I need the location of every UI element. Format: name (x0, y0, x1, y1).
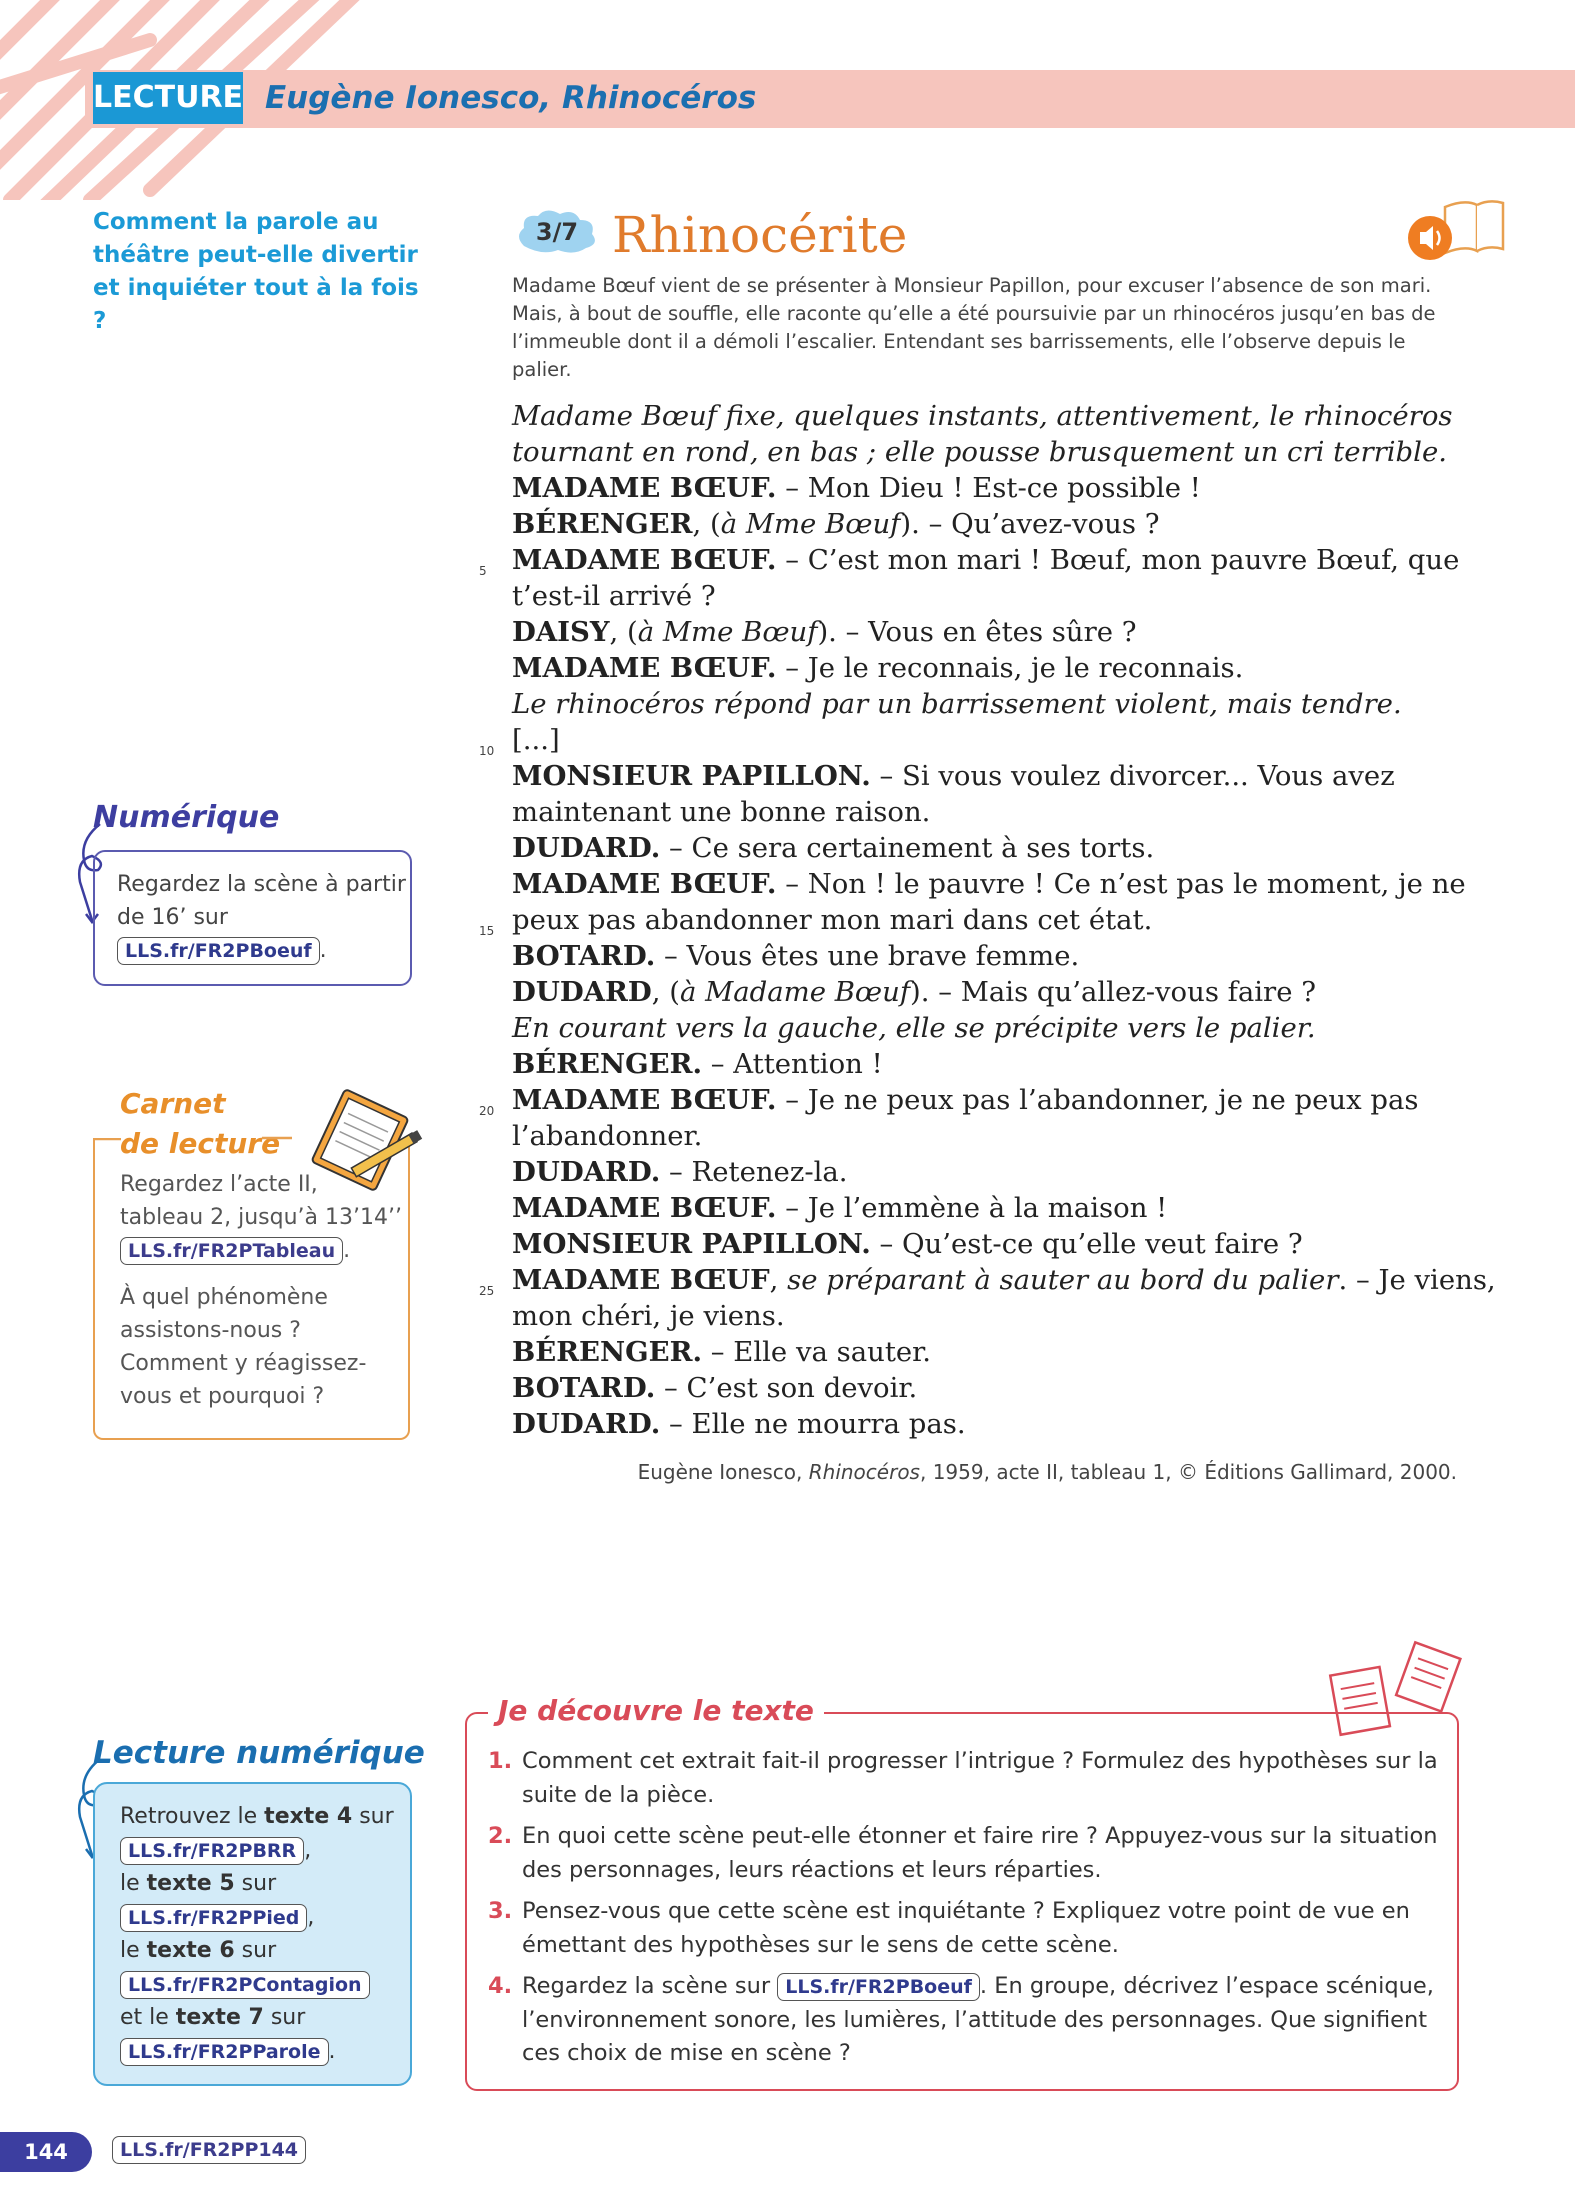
line-text: – Elle ne mourra pas. (660, 1408, 966, 1440)
speaker-name: DUDARD (512, 976, 652, 1008)
header-title: Eugène Ionesco, Rhinocéros (265, 80, 757, 116)
play-line (512, 1226, 1512, 1262)
play-line (512, 578, 1512, 614)
speaker-name: MONSIEUR PAPILLON. (512, 760, 871, 792)
play-line (479, 542, 1512, 578)
play-line (512, 1190, 1512, 1226)
play-line (512, 614, 1512, 650)
line-text: – Mon Dieu ! Est-ce possible ! (776, 472, 1201, 504)
line-text: – Si vous voulez divorcer... Vous avez (870, 760, 1395, 792)
speaker-name: BÉRENGER (512, 508, 693, 540)
play-line (512, 398, 1512, 434)
carnet-title: Carnet de lecture (120, 1087, 281, 1160)
line-text: mon chéri, je viens. (512, 1300, 785, 1332)
link-fr2pbrr[interactable]: LLS.fr/FR2PBRR (120, 1837, 304, 1865)
link-fr2pcontagion[interactable]: LLS.fr/FR2PContagion (120, 1971, 370, 1999)
speaker-name: DUDARD. (512, 1156, 661, 1188)
line-text: ). – Qu’avez-vous ? (900, 508, 1160, 540)
speaker-name: MADAME BŒUF (512, 1264, 770, 1296)
carnet-rule-left (93, 1138, 121, 1144)
footer-link[interactable] (112, 2134, 306, 2164)
stage-direction: En courant vers la gauche, elle se précipite vers le palier. (512, 1012, 1316, 1044)
line-text: ). – Vous en êtes sûre ? (817, 616, 1137, 648)
line-number: 15 (479, 924, 495, 938)
play-line (512, 1118, 1512, 1154)
play-line (512, 434, 1512, 470)
speaker-name: MONSIEUR PAPILLON. (512, 1228, 871, 1260)
speaker-name: MADAME BŒUF. (512, 544, 777, 576)
line-text: , ( (651, 976, 680, 1008)
speaker-name: MADAME BŒUF. (512, 652, 777, 684)
speaker-name: BÉRENGER. (512, 1048, 703, 1080)
line-number: 20 (479, 1104, 495, 1118)
speaker-name: MADAME BŒUF. (512, 1192, 777, 1224)
line-text: – Je l’emmène à la maison ! (776, 1192, 1168, 1224)
stage-direction: se préparant à sauter au bord du palier (787, 1264, 1339, 1296)
line-text: ). – Mais qu’allez-vous faire ? (910, 976, 1316, 1008)
text-title: Rhinocérite (612, 206, 908, 264)
line-text: peux pas abandonner mon mari dans cet état. (512, 904, 1153, 936)
line-text: – Non ! le pauvre ! Ce n’est pas le moment, je ne (776, 868, 1466, 900)
line-text: – C’est son devoir. (655, 1372, 918, 1404)
play-line (512, 794, 1512, 830)
play-extract (479, 398, 1512, 1442)
carnet-text: Regardez l’acte II, tableau 2, jusqu’à 13’14’’ LLS.fr/FR2PTableau . À quel phénomène assistons-nous ? Comment y réagissez-vous et pourquoi ? (120, 1172, 402, 1409)
line-text: [...] (512, 724, 560, 756)
line-number: 25 (479, 1284, 495, 1298)
play-line (512, 1334, 1512, 1370)
line-text: – Je ne peux pas l’abandonner, je ne peux pas (776, 1084, 1419, 1116)
stage-direction: Le rhinocéros répond par un barrissement violent, mais tendre. (512, 688, 1402, 720)
audio-book-icon[interactable] (1405, 195, 1505, 265)
play-line (512, 1154, 1512, 1190)
numerique-text: Regardez la scène à partir de 16’ sur LLS.fr/FR2PBoeuf . (117, 872, 406, 963)
play-line (512, 1298, 1512, 1334)
lecture-numerique-text: Retrouvez le texte 4 sur LLS.fr/FR2PBRR , le texte 5 sur LLS.fr/FR2PPied , le texte 6 sur LLS.fr/FR2PContagion et le texte 7 sur LLS.fr/FR2PParole . (120, 1804, 394, 2064)
line-text: , (769, 1264, 788, 1296)
play-line (512, 1370, 1512, 1406)
stage-direction: à Mme Bœuf (637, 616, 818, 648)
play-line (512, 866, 1512, 902)
speaker-name: BÉRENGER. (512, 1336, 703, 1368)
line-text: – C’est mon mari ! Bœuf, mon pauvre Bœuf, que (776, 544, 1460, 576)
line-number: 10 (479, 744, 495, 758)
play-line (512, 830, 1512, 866)
question-item: 4. Regardez la scène sur LLS.fr/FR2PBoeuf . En groupe, décrivez l’espace scénique, l’environnement sonore, les lumières, l’attitude des personnages. Que signifient ces choix de mise en scène ? (488, 1973, 1434, 2066)
play-line (512, 470, 1512, 506)
page-number: 144 (0, 2132, 92, 2172)
line-text: t’est-il arrivé ? (512, 580, 716, 612)
line-number: 5 (479, 564, 487, 578)
stage-direction: à Madame Bœuf (679, 976, 911, 1008)
question-item: 1. Comment cet extrait fait-il progresser l’intrigue ? Formulez des hypothèses sur la suite de la pièce. (488, 1748, 1438, 1808)
play-line (479, 902, 1512, 938)
line-text: – Je le reconnais, je le reconnais. (776, 652, 1244, 684)
link-fr2pparole[interactable]: LLS.fr/FR2PParole (120, 2038, 329, 2066)
line-text: l’abandonner. (512, 1120, 703, 1152)
problematic-question: Comment la parole au théâtre peut-elle divertir et inquiéter tout à la fois ? (93, 209, 419, 334)
line-text: – Vous êtes une brave femme. (655, 940, 1080, 972)
play-line (512, 1010, 1512, 1046)
play-line (512, 1046, 1512, 1082)
link-fr2ppied[interactable]: LLS.fr/FR2PPied (120, 1904, 307, 1932)
play-line (512, 758, 1512, 794)
stage-direction: Madame Bœuf fixe, quelques instants, attentivement, le rhinocéros (512, 400, 1453, 432)
speaker-name: MADAME BŒUF. (512, 1084, 777, 1116)
speaker-name: BOTARD. (512, 1372, 656, 1404)
speaker-name: MADAME BŒUF. (512, 868, 777, 900)
question-item: 2. En quoi cette scène peut-elle étonner et faire rire ? Appuyez-vous sur la situation des personnages, leurs réactions et leurs réparties. (488, 1823, 1438, 1883)
numerique-title: Numérique (93, 800, 280, 835)
play-line (512, 650, 1512, 686)
line-text: . – Je viens, (1338, 1264, 1496, 1296)
play-line (479, 722, 1512, 758)
line-text: maintenant une bonne raison. (512, 796, 931, 828)
line-text: – Elle va sauter. (702, 1336, 932, 1368)
line-text: – Attention ! (702, 1048, 883, 1080)
line-text: – Ce sera certainement à ses torts. (660, 832, 1155, 864)
stage-direction: à Mme Bœuf (720, 508, 901, 540)
text-number-badge: 3/7 (514, 206, 600, 258)
link-fr2pboeuf-q4[interactable]: LLS.fr/FR2PBoeuf (777, 1973, 980, 2001)
play-line (512, 974, 1512, 1010)
play-line (512, 1406, 1512, 1442)
line-text: , ( (692, 508, 721, 540)
questions-title: Je découvre le texte (488, 1693, 824, 1729)
speaker-name: MADAME BŒUF. (512, 472, 777, 504)
play-line (512, 506, 1512, 542)
speaker-name: DAISY (512, 616, 610, 648)
questions-list (488, 1745, 1438, 2079)
play-line (512, 686, 1512, 722)
link-fr2ptableau[interactable]: LLS.fr/FR2PTableau (120, 1237, 343, 1265)
play-line (479, 1262, 1512, 1298)
question-item: 3. Pensez-vous que cette scène est inquiétante ? Expliquez votre point de vue en émettant des hypothèses sur le sens de cette scène. (488, 1898, 1410, 1958)
line-text: – Retenez-la. (660, 1156, 848, 1188)
source-citation: Eugène Ionesco, Rhinocéros, 1959, acte II, tableau 1, © Éditions Gallimard, 2000. (637, 1460, 1457, 1484)
intro-paragraph: Madame Bœuf vient de se présenter à Monsieur Papillon, pour excuser l’absence de son mari. Mais, à bout de souffle, elle raconte qu’elle a été poursuivie par un rhinocéros jusqu’en bas de l’immeuble dont il a démoli l’escalier. Entendant ses barrissements, elle l’observe depuis le palier. (512, 274, 1436, 381)
stage-direction: tournant en rond, en bas ; elle pousse brusquement un cri terrible. (512, 436, 1447, 468)
play-line (512, 938, 1512, 974)
line-text: , ( (609, 616, 638, 648)
speaker-name: DUDARD. (512, 832, 661, 864)
link-fr2pboeuf[interactable]: LLS.fr/FR2PBoeuf (117, 937, 320, 965)
section-tag: LECTURE (93, 72, 243, 124)
play-line (479, 1082, 1512, 1118)
line-text: – Qu’est-ce qu’elle veut faire ? (870, 1228, 1303, 1260)
speaker-name: BOTARD. (512, 940, 656, 972)
speaker-name: DUDARD. (512, 1408, 661, 1440)
link-fr2pp144[interactable]: LLS.fr/FR2PP144 (112, 2136, 306, 2164)
lecture-numerique-title: Lecture numérique (93, 1735, 425, 1771)
